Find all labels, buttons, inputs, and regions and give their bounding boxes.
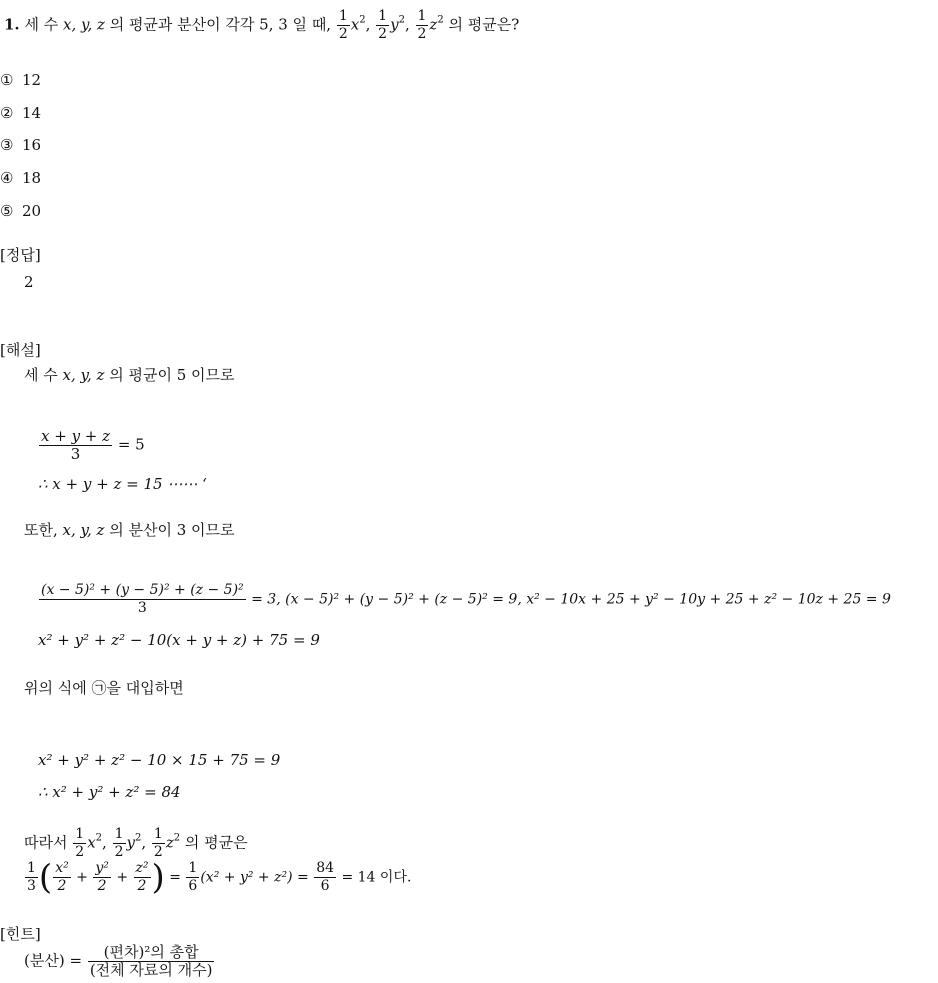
choice-3[interactable] — [0, 135, 41, 155]
question-term-z: z — [429, 15, 438, 34]
question-frac-1: $\frac{1}{2}$ — [338, 8, 348, 42]
hint-fraction: $\frac{\text{(편차)²의 총합}}{\text{(전체 자료의 개수)}}$ — [89, 943, 213, 979]
question-term-x: x — [350, 15, 360, 34]
eq3-rhs: = 3, (x − 5)² + (y − 5)² + (z − 5)² = 9, x² − 10x + 25 + y² − 10y + 25 + z² − 10z + 25 = 9 — [251, 591, 891, 608]
choice-value: 14 — [22, 104, 42, 122]
solution-line-4: 따라서 $\frac{1}{2}$ $x^2$, $\frac{1}{2}$ $y^2$, $\frac{1}{2}$ $z^2$ 의 평균은 — [24, 826, 248, 860]
solution-eq-1 — [38, 428, 145, 463]
question-frac-2: $\frac{1}{2}$ — [378, 8, 388, 42]
circled-mark-icon: ㉠ — [91, 679, 107, 697]
choice-2[interactable] — [0, 103, 41, 123]
choice-value: 20 — [22, 202, 42, 220]
hint-lhs: (분산) = — [24, 951, 83, 970]
choice-4[interactable] — [0, 168, 41, 188]
choice-mark: ① — [0, 71, 14, 89]
solution-eq-5: x² + y² + z² − 10 × 15 + 75 = 9 — [38, 751, 281, 769]
question-line: 1. 세 수 x, y, z 의 평균과 분산이 각각 5, 3 일 때, $\frac{1}{2}$ $x^2$, $\frac{1}{2}$ $y^2$, $\frac{1}{2}$ $z^2$ 의 평균은? — [4, 8, 520, 42]
choice-value: 18 — [22, 169, 42, 187]
solution-line-2: 또한, x, y, z 의 분산이 3 이므로 — [24, 521, 235, 539]
answer-value: 2 — [24, 273, 34, 291]
question-text-a: 세 수 — [24, 15, 59, 34]
solution-eq-3 — [38, 582, 891, 617]
eq3-fraction: $\frac{\text{(x − 5)² + (y − 5)² + (z − 5)²}}{3}$ — [41, 582, 244, 616]
choice-1[interactable] — [0, 70, 41, 90]
choice-5[interactable] — [0, 201, 41, 221]
question-text-b: 의 평균과 분산이 각각 5, 3 일 때, — [109, 15, 332, 34]
choice-mark: ② — [0, 104, 14, 122]
solution-line-3: 위의 식에 ㉠을 대입하면 — [24, 679, 184, 697]
choice-value: 12 — [22, 71, 42, 89]
question-number: 1. — [4, 15, 20, 34]
solution-eq-2: ∴ x + y + z = 15 ⋯⋯ ‘ — [38, 475, 207, 493]
hint-label: [힌트] — [0, 925, 41, 943]
solution-line-1: 세 수 x, y, z 의 평균이 5 이므로 — [24, 366, 235, 384]
question-text-c: 의 평균은? — [448, 15, 520, 34]
eq1-rhs: = 5 — [117, 435, 145, 454]
solution-eq-7: $\frac{1}{3}$ ( $\frac{\text{x²}}{2}$ + $\frac{\text{y²}}{2}$ + $\frac{\text{z²}}{2}$ ) = $\frac{1}{6}$ (x² + y² + z²) = $\frac{84}{6}$ = 14 이다. — [27, 857, 412, 898]
question-frac-3: $\frac{1}{2}$ — [417, 8, 427, 42]
solution-eq-4: x² + y² + z² − 10(x + y + z) + 75 = 9 — [38, 631, 320, 649]
choice-mark: ③ — [0, 136, 14, 154]
question-term-y: y — [390, 15, 399, 34]
question-vars: x, y, z — [62, 15, 105, 34]
choice-mark: ④ — [0, 169, 14, 187]
solution-eq-6: ∴ x² + y² + z² = 84 — [38, 783, 181, 801]
eq1-fraction: $\frac{x + y + z}{3}$ — [41, 427, 111, 463]
answer-label: [정답] — [0, 246, 41, 264]
solution-label: [해설] — [0, 341, 41, 359]
choice-value: 16 — [22, 136, 42, 154]
hint-formula — [24, 944, 215, 979]
choice-mark: ⑤ — [0, 202, 14, 220]
